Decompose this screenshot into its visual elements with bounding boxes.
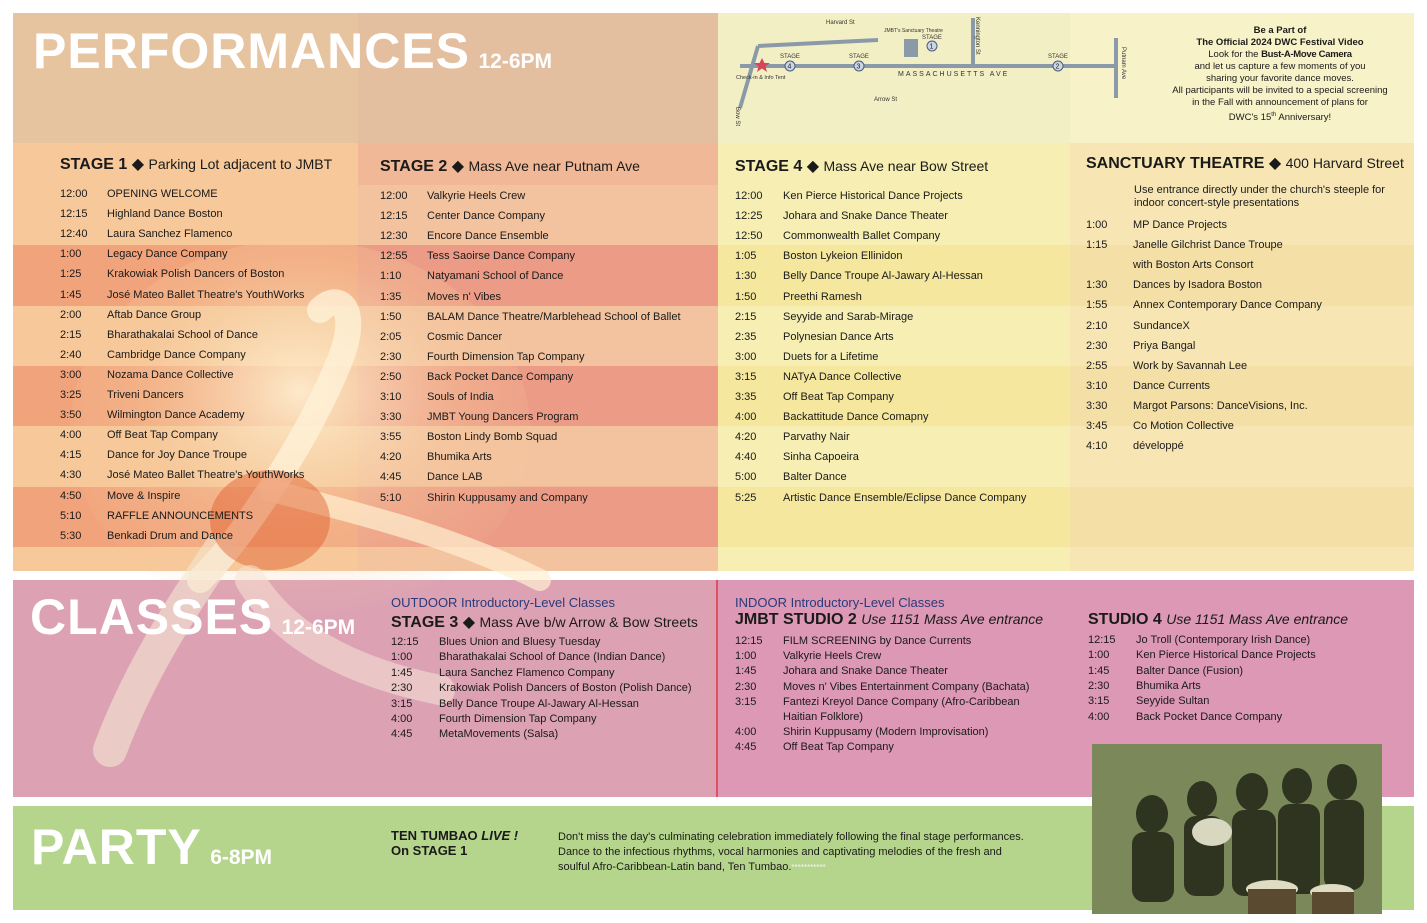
schedule-name: Natyamani School of Dance [427,270,564,283]
schedule-name: Ken Pierce Historical Dance Projects [783,190,963,202]
video-line-4: and let us capture a few moments of you [1194,61,1366,72]
sanctuary-map-label: JMBT's Sanctuary Theatre [884,28,943,34]
schedule-name: MetaMovements (Salsa) [439,728,559,741]
schedule-time: 3:30 [380,411,402,424]
schedule-time: 2:15 [735,310,757,323]
schedule-time: 1:45 [391,666,413,679]
svg-text:1: 1 [929,43,934,51]
schedule-name: Balter Dance (Fusion) [1136,664,1243,677]
schedule-name: Moves n' Vibes Entertainment Company (Bachata) [783,680,1030,693]
schedule-name: with Boston Arts Consort [1133,259,1254,272]
schedule-time: 3:00 [60,368,82,381]
party-desc-2: Dance to the infectious rhythms, vocal harmonies and captivating melodies of the fresh and [558,846,1002,858]
schedule-time: 12:55 [380,250,408,263]
studio4-heading: STUDIO 4 Use 1151 Mass Ave entrance [1088,611,1349,628]
sanctuary-building [904,39,918,57]
schedule-name: Seyyide and Sarab-Mirage [783,310,914,323]
schedule-name: Backattitude Dance Comapny [783,411,929,424]
row-band [1070,426,1414,486]
map-stage-1 [922,35,942,51]
schedule-name: Tess Saoirse Dance Company [427,250,575,263]
party-band: TEN TUMBAO LIVE ! On STAGE 1 [391,828,519,858]
schedule-time: 1:50 [380,310,402,323]
schedule-time: 3:30 [1086,399,1108,412]
classes-divider [716,580,718,797]
party-desc-1: Don't miss the day's culminating celebration immediately following the final stage performances. [558,831,1024,843]
schedule-name: Aftab Dance Group [107,308,202,321]
schedule-time: 12:15 [735,635,763,647]
schedule-time: 3:45 [1086,420,1108,432]
schedule-name: Duets for a Lifetime [783,350,879,363]
video-line-6: All participants will be invited to a special screening [1172,85,1388,96]
schedule-time: 4:45 [380,471,402,484]
schedule-time: 1:10 [380,270,402,283]
schedule-name: Haitian Folklore) [783,711,864,723]
schedule-name: Bharathakalai School of Dance [107,328,259,341]
schedule-name: Encore Dance Ensemble [427,230,549,243]
schedule-name: Fourth Dimension Tap Company [427,350,585,363]
schedule-time: 4:45 [391,728,413,741]
schedule-name: Krakowiak Polish Dancers of Boston (Polish Dance) [439,682,692,695]
schedule-name: Johara and Snake Dance Theater [783,210,948,223]
schedule-time: 4:00 [1088,710,1110,723]
schedule-time: 1:00 [391,651,413,664]
party-title: PARTY 6-8PM [31,819,273,875]
map-stage-4 [780,54,800,71]
svg-text:2: 2 [1055,63,1060,71]
schedule-name: Valkyrie Heels Crew [427,190,526,202]
video-line-1: Be a Part of [1253,25,1307,36]
schedule-time: 5:30 [60,529,82,542]
schedule-time: 4:20 [735,431,757,444]
schedule-time: 1:55 [1086,299,1108,312]
schedule-name: Valkyrie Heels Crew [783,650,882,663]
schedule-name: Highland Dance Boston [107,208,223,221]
schedule-time: 1:15 [1086,239,1108,252]
schedule-time: 3:15 [735,695,757,708]
schedule-time: 1:50 [735,290,757,303]
schedule-name: Parvathy Nair [783,431,850,444]
street-putnam: Putnam Ave [1120,47,1126,80]
schedule-name: Off Beat Tap Company [783,391,894,403]
schedule-name: JMBT Young Dancers Program [427,411,579,424]
schedule-time: 3:50 [60,409,82,422]
schedule-time: 3:10 [380,391,402,403]
schedule-name: Center Dance Company [427,210,546,223]
schedule-name: Laura Sanchez Flamenco Company [439,666,615,679]
schedule-name: Fantezi Kreyol Dance Company (Afro-Caribbean [783,695,1020,708]
schedule-time: 2:30 [1088,679,1110,692]
street-harvard: Harvard St [826,20,855,26]
row-band [718,547,1070,571]
schedule-name: Blues Union and Bluesy Tuesday [439,636,601,648]
row-band [718,426,1070,486]
schedule-time: 12:40 [60,228,88,241]
party-desc-3: soulful Afro-Caribbean-Latin band, Ten Tumbao.*********** [558,861,826,873]
schedule-time: 5:10 [60,509,82,522]
schedule-name: Off Beat Tap Company [107,429,218,442]
schedule-name: Wilmington Dance Academy [107,409,245,422]
schedule-time: 3:35 [735,391,757,403]
schedule-name: Janelle Gilchrist Dance Troupe [1133,239,1283,252]
row-band [1070,245,1414,305]
band-photo [1092,744,1382,914]
schedule-time: 4:30 [60,469,82,482]
schedule-time: 12:50 [735,230,763,243]
map-stage-3 [849,54,869,71]
video-line-8: DWC's 15th Anniversary! [1228,112,1332,124]
schedule-name: Nozama Dance Collective [107,368,234,381]
schedule-name: Bharathakalai School of Dance (Indian Dance) [439,651,666,664]
schedule-time: 2:35 [735,330,757,343]
schedule-time: 1:45 [1088,664,1110,677]
schedule-time: 12:15 [391,636,419,648]
schedule-name: Belly Dance Troupe Al-Jawary Al-Hessan [783,270,983,283]
schedule-time: 5:10 [380,491,402,504]
schedule-time: 1:45 [60,288,82,301]
performances-time: 12-6PM [478,50,553,73]
schedule-name: SundanceX [1133,319,1190,332]
performances-title-text: PERFORMANCES [33,23,471,79]
street-kennington: Kennington St [974,17,980,55]
schedule-name: Commonwealth Ballet Company [783,230,941,243]
festival-map [718,13,1126,143]
schedule-name: Moves n' Vibes [427,290,502,303]
schedule-time: 4:20 [380,451,402,464]
schedule-name: Johara and Snake Dance Theater [783,665,948,678]
performances-title [33,22,552,80]
schedule-name: Cosmic Dancer [427,330,503,343]
svg-text:STAGE: STAGE [1048,54,1068,60]
schedule-time: 2:15 [60,328,82,341]
schedule-name: Triveni Dancers [107,389,184,401]
sanctuary-heading: SANCTUARY THEATRE ◆ 400 Harvard Street [1086,155,1404,172]
schedule-name: Shirin Kuppusamy and Company [427,491,588,504]
schedule-time: 3:15 [1088,695,1110,708]
row-band [1070,306,1414,366]
schedule-name: Margot Parsons: DanceVisions, Inc. [1133,399,1308,412]
schedule-time: 1:00 [1088,649,1110,662]
schedule-time: 2:10 [1086,319,1108,332]
schedule-time: 12:00 [380,190,408,202]
schedule-time: 4:00 [735,411,757,424]
schedule-name: Seyyide Sultan [1136,695,1210,708]
svg-text:STAGE: STAGE [780,54,800,60]
stage3-heading: STAGE 3 ◆ Mass Ave b/w Arrow & Bow Streets [391,614,698,631]
schedule-time: 5:00 [735,471,757,484]
video-line-3: Look for the Bust-A-Move Camera [1208,49,1352,60]
video-line-5: sharing your favorite dance moves. [1206,73,1354,84]
schedule-name: Bhumika Arts [1136,679,1201,692]
outdoor-kicker: OUTDOOR Introductory-Level Classes [391,595,615,610]
video-line-2: The Official 2024 DWC Festival Video [1196,37,1364,48]
row-band [1070,487,1414,547]
schedule-time: 2:30 [380,350,402,363]
schedule-time: 12:25 [735,210,763,223]
schedule-name: Cambridge Dance Company [107,348,246,361]
street-bow: Bow St [734,107,740,127]
svg-text:STAGE: STAGE [922,35,942,41]
map-stage-2 [1048,54,1068,71]
schedule-time: 3:15 [391,697,413,710]
schedule-time: 5:25 [735,491,757,504]
schedule-name: Laura Sanchez Flamenco [107,228,233,241]
schedule-name: Balter Dance [783,471,847,484]
schedule-name: Ken Pierce Historical Dance Projects [1136,649,1316,662]
schedule-time: 3:10 [1086,379,1108,392]
schedule-name: Jo Troll (Contemporary Irish Dance) [1136,634,1311,646]
schedule-name: Preethi Ramesh [783,290,862,303]
video-line-7: in the Fall with announcement of plans for [1192,97,1368,108]
schedule-name: José Mateo Ballet Theatre's YouthWorks [107,288,305,301]
schedule-time: 2:30 [1086,339,1108,352]
video-callout [1150,25,1410,124]
schedule-time: 2:05 [380,330,402,343]
schedule-name: Boston Lindy Bomb Squad [427,431,558,444]
schedule-name: Benkadi Drum and Dance [107,529,233,542]
schedule-name: Bhumika Arts [427,451,492,464]
schedule-time: 1:35 [380,290,402,303]
schedule-time: 2:30 [391,682,413,695]
stage1-heading: STAGE 1 ◆ Parking Lot adjacent to JMBT [60,156,333,173]
schedule-time: 4:15 [60,449,82,462]
schedule-name: Shirin Kuppusamy (Modern Improvisation) [783,726,989,739]
schedule-time: 12:15 [1088,634,1116,646]
schedule-name: MP Dance Projects [1133,219,1227,231]
schedule-time: 1:00 [1086,219,1108,231]
schedule-name: Priya Bangal [1133,339,1196,352]
schedule-name: Co Motion Collective [1133,420,1234,432]
schedule-name: José Mateo Ballet Theatre's YouthWorks [107,469,305,482]
schedule-name: Sinha Capoeira [783,451,859,464]
schedule-time: 4:00 [60,429,82,442]
schedule-time: 3:15 [735,370,757,383]
schedule-name: Move & Inspire [107,489,181,502]
schedule-time: 2:00 [60,308,82,321]
stage2-heading: STAGE 2 ◆ Mass Ave near Putnam Ave [380,158,640,175]
schedule-time: 12:15 [380,210,408,223]
schedule-name: Dance Currents [1133,379,1211,392]
schedule-time: 3:00 [735,350,757,363]
schedule-time: 2:40 [60,348,82,361]
street-arrow: Arrow St [874,97,898,103]
schedule-time: 12:15 [60,208,88,221]
schedule-time: 4:45 [735,741,757,754]
schedule-name: Back Pocket Dance Company [427,370,574,383]
schedule-name: Off Beat Tap Company [783,741,894,754]
schedule-name: Artistic Dance Ensemble/Eclipse Dance Company [783,491,1027,504]
schedule-time: 12:00 [735,190,763,202]
checkin-label: Check-in & Info Tent [736,75,786,81]
schedule-name: Souls of India [427,391,494,403]
schedule-time: 2:30 [735,680,757,693]
row-band [1070,366,1414,426]
schedule-time: 12:00 [60,188,88,200]
schedule-name: BALAM Dance Theatre/Marblehead School of Ballet [427,310,681,323]
svg-text:4: 4 [787,63,792,71]
schedule-name: NATyA Dance Collective [783,370,902,383]
studio2-heading: JMBT STUDIO 2 Use 1151 Mass Ave entrance [735,611,1044,628]
schedule-time: 4:00 [735,726,757,739]
schedule-time: 4:40 [735,451,757,464]
schedule-name: Dance LAB [427,471,483,484]
sanctuary-note: Use entrance directly under the church's steeple for indoor concert-style presentations [1134,184,1385,209]
schedule-name: Krakowiak Polish Dancers of Boston [107,268,285,281]
schedule-name: Polynesian Dance Arts [783,330,894,343]
schedule-name: Dances by Isadora Boston [1133,279,1263,292]
street-mass-ave: MASSACHUSETTS AVE [898,71,1010,78]
stage4-heading: STAGE 4 ◆ Mass Ave near Bow Street [735,158,989,175]
schedule-name: RAFFLE ANNOUNCEMENTS [107,509,254,522]
schedule-name: Boston Lykeion Ellinidon [783,250,903,263]
schedule-time: 3:25 [60,389,82,401]
schedule-time: 12:30 [380,230,408,243]
schedule-time: 1:30 [735,270,757,283]
schedule-name: Back Pocket Dance Company [1136,710,1283,723]
row-band [1070,547,1414,571]
schedule-time: 4:10 [1086,440,1108,453]
schedule-time: 1:00 [60,248,82,261]
schedule-name: Dance for Joy Dance Troupe [107,449,248,462]
schedule-name: Legacy Dance Company [107,248,228,261]
schedule-time: 1:05 [735,250,757,263]
schedule-name: OPENING WELCOME [107,188,218,200]
svg-text:3: 3 [856,63,861,71]
schedule-time: 4:00 [391,713,413,725]
schedule-name: Work by Savannah Lee [1133,359,1248,372]
schedule-name: Fourth Dimension Tap Company [439,713,597,725]
schedule-time: 2:50 [380,370,402,383]
party-description [558,830,1024,875]
schedule-name: Annex Contemporary Dance Company [1133,299,1322,312]
schedule-time: 1:45 [735,665,757,678]
schedule-time: 4:50 [60,489,82,502]
schedule-name: FILM SCREENING by Dance Currents [783,635,972,647]
classes-title: CLASSES 12-6PM [30,589,356,645]
schedule-time: 1:30 [1086,279,1108,292]
schedule-time: 1:25 [60,268,82,281]
schedule-time: 3:55 [380,431,402,444]
schedule-time: 1:00 [735,650,757,663]
indoor-kicker: INDOOR Introductory-Level Classes [735,595,945,610]
schedule-name: Belly Dance Troupe Al-Jawary Al-Hessan [439,697,639,710]
schedule-time: 2:55 [1086,359,1108,372]
svg-text:STAGE: STAGE [849,54,869,60]
schedule-name: développé [1133,440,1184,453]
